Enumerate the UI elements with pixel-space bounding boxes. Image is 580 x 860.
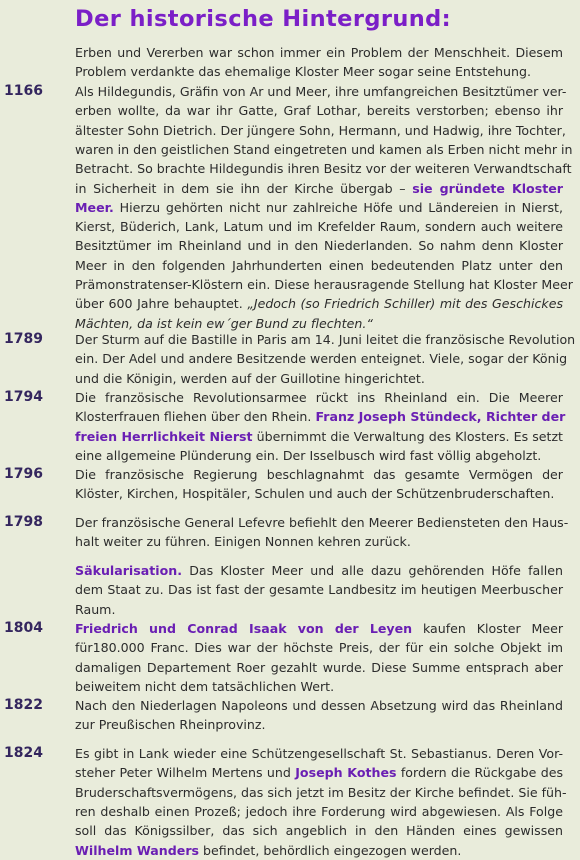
entry-year: 1798 xyxy=(4,514,43,530)
entry-text-line xyxy=(75,532,563,551)
entry-text-line xyxy=(75,802,563,821)
entry-text-line xyxy=(75,677,563,696)
text-segment: Prämonstratenser-Klöstern ein. Diese herausragende Stellung hat Kloster Meer xyxy=(75,277,573,292)
text-segment: fordern die Rückgabe des xyxy=(396,765,564,781)
text-segment: kaufen Kloster Meer xyxy=(412,621,564,636)
entry-year: 1822 xyxy=(4,697,43,713)
text-segment: Betracht. So brachte Hildegundis ihren Besitz vor der weiteren Verwandtschaft xyxy=(75,161,572,177)
text-segment: soll das Königssilber, das sich angeblich in den Händen eines gewissen xyxy=(75,823,563,839)
text-segment: zur Preußischen Rheinprovinz. xyxy=(75,717,266,733)
text-segment: dem Staat zu. Das ist fast der gesamte Landbesitz im heutigen Meerbuscher xyxy=(75,582,563,598)
text-segment: damaligen Departement Roer gezahlt wurde. Diese Summe entsprach aber xyxy=(75,659,563,675)
text-segment: Klosterfrauen fliehen über den Rhein. xyxy=(75,409,316,425)
highlighted-text: Franz Joseph Stündeck, Richter der xyxy=(315,409,566,425)
entry-text-line xyxy=(75,159,572,178)
entry-text-line xyxy=(75,465,563,484)
quote-text: Mächten, da ist kein ew´ger Bund zu flechten.“ xyxy=(75,315,373,331)
text-segment: Die französische Regierung beschlagnahmt das gesamte Vermögen der xyxy=(75,467,563,482)
entry-text-line xyxy=(75,256,563,275)
intro-line: Erben und Vererben war schon immer ein Problem der Menschheit. Diesem xyxy=(75,45,563,60)
entry-text-line xyxy=(75,763,563,782)
text-segment: befindet, behördlich eingezogen werden. xyxy=(199,842,462,858)
highlighted-text: Meer. xyxy=(75,199,114,215)
entry-text-line xyxy=(75,446,563,465)
text-segment: über 600 Jahre behauptet. xyxy=(75,296,248,312)
text-segment: Besitztümer im Rheinland und in den Niederlanden. So nahm denn Kloster xyxy=(75,238,563,254)
text-segment: für180.000 Franc. Dies war der höchste Preis, der für ein solche Objekt im xyxy=(75,640,563,656)
text-segment: ein. Der Adel und andere Besitzende werden enteignet. Viele, sogar der König xyxy=(75,351,568,367)
entry-text-line xyxy=(75,484,563,503)
text-segment: ren deshalb einen Prozeß; jedoch ihre Forderung wird abgewiesen. Als Folge xyxy=(75,803,563,819)
highlighted-text: Joseph Kothes xyxy=(295,765,397,781)
text-segment: ältester Sohn Dietrich. Der jüngere Sohn, Hermann, und Hadwig, ihre Tochter, xyxy=(75,122,566,138)
entry-text-line xyxy=(75,744,563,763)
entry-text-line xyxy=(75,121,566,140)
entry-text-line xyxy=(75,600,563,619)
text-segment: Als Hildegundis, Gräfin von Ar und Meer, ihre umfangreichen Besitztümer ver- xyxy=(75,84,567,99)
entry-text-line xyxy=(75,179,563,198)
text-segment: Hierzu gehörten nicht nur zahlreiche Höfe und Ländereien in Nierst, xyxy=(113,199,563,215)
text-segment: Nach den Niederlagen Napoleons und dessen Absetzung wird das Rheinland xyxy=(75,698,563,713)
entry-year: 1796 xyxy=(4,466,43,482)
entry-year: 1804 xyxy=(4,620,43,636)
entry-text-line xyxy=(75,217,563,236)
entry-text-line xyxy=(75,275,573,294)
entry-text-line xyxy=(75,658,563,677)
text-segment: Meer in den folgenden Jahrhunderten einen bedeutenden Platz unter den xyxy=(75,257,563,273)
entry-text-line xyxy=(75,349,568,368)
entry-text-line xyxy=(75,236,563,255)
text-segment: beiweitem nicht dem tatsächlichen Wert. xyxy=(75,678,335,694)
entry-text-line xyxy=(75,427,563,446)
text-segment: steher Peter Wilhelm Mertens und xyxy=(75,765,296,781)
text-segment: und die Königin, werden auf der Guillotine hingerichtet. xyxy=(75,370,425,386)
page-title: Der historische Hintergrund: xyxy=(75,6,452,32)
text-segment: Der französische General Lefevre befiehlt den Meerer Bediensteten den Haus- xyxy=(75,515,569,530)
text-segment: in Sicherheit in dem sie ihn der Kirche übergab – xyxy=(75,180,413,196)
entry-text-line xyxy=(75,407,566,426)
text-segment: eine allgemeine Plünderung ein. Der Isselbusch wird fast völlig abgeholzt. xyxy=(75,447,542,463)
entry-text-line xyxy=(75,561,563,580)
text-segment: waren in den geistlichen Stand eingetreten und kamen als Erben nicht mehr in xyxy=(75,141,573,157)
entry-text-line xyxy=(75,841,563,860)
text-segment: Der Sturm auf die Bastille in Paris am 14. Juni leitet die französische Revolution xyxy=(75,332,576,347)
text-segment: Die französische Revolutionsarmee rückt ins Rheinland ein. Die Meerer xyxy=(75,390,563,405)
entry-text-line xyxy=(75,783,567,802)
highlighted-text: freien Herrlichkeit Nierst xyxy=(75,428,253,444)
text-segment: Bruderschaftsvermögens, das sich jetzt im Besitz der Kirche befindet. Sie füh- xyxy=(75,784,567,800)
text-segment: Es gibt in Lank wieder eine Schützengesellschaft St. Sebastianus. Deren Vor- xyxy=(75,746,563,761)
entry-text-line xyxy=(75,82,567,101)
text-segment: Das Kloster Meer und alle dazu gehörenden Höfe fallen xyxy=(182,563,563,578)
highlighted-text: Säkularisation. xyxy=(75,563,182,578)
text-segment: Raum. xyxy=(75,601,116,617)
entry-text-line xyxy=(75,821,563,840)
entry-text-line xyxy=(75,715,563,734)
intro-line: Problem verdankte das ehemalige Kloster Meer sogar seine Entstehung. xyxy=(75,64,532,80)
entry-text-line xyxy=(75,369,563,388)
text-segment: Klöster, Kirchen, Hospitäler, Schulen und auch der Schützenbruderschaften. xyxy=(75,486,555,502)
entry-year: 1794 xyxy=(4,389,43,405)
text-segment: halt weiter zu führen. Einigen Nonnen kehren zurück. xyxy=(75,534,411,550)
text-segment: erben wollte, da war ihr Gatte, Graf Lothar, bereits verstorben; ebenso ihr xyxy=(75,103,563,119)
entry-year: 1789 xyxy=(4,331,43,347)
entry-text-line xyxy=(75,140,573,159)
entry-text-line xyxy=(75,638,563,657)
highlighted-text: Wilhelm Wanders xyxy=(75,842,200,858)
entry-text-line xyxy=(75,330,576,349)
highlighted-text: sie gründete Kloster xyxy=(412,180,563,196)
entry-text-line xyxy=(75,619,563,638)
entry-text-line xyxy=(75,580,563,599)
entry-text-line xyxy=(75,513,569,532)
entry-text-line xyxy=(75,388,563,407)
highlighted-text: Friedrich und Conrad Isaak von der Leyen xyxy=(75,621,413,636)
entry-text-line xyxy=(75,198,563,217)
quote-text: „Jedoch (so Friedrich Schiller) mit des Geschickes xyxy=(247,296,564,312)
entry-text-line xyxy=(75,101,563,120)
entry-year: 1166 xyxy=(4,83,43,99)
text-segment: übernimmt die Verwaltung des Klosters. Es setzt xyxy=(252,428,563,444)
text-segment: Kierst, Büderich, Lank, Latum und im Krefelder Raum, sondern auch weitere xyxy=(75,219,563,235)
entry-text-line xyxy=(75,696,563,715)
entry-text-line xyxy=(75,294,563,313)
entry-year: 1824 xyxy=(4,745,43,761)
